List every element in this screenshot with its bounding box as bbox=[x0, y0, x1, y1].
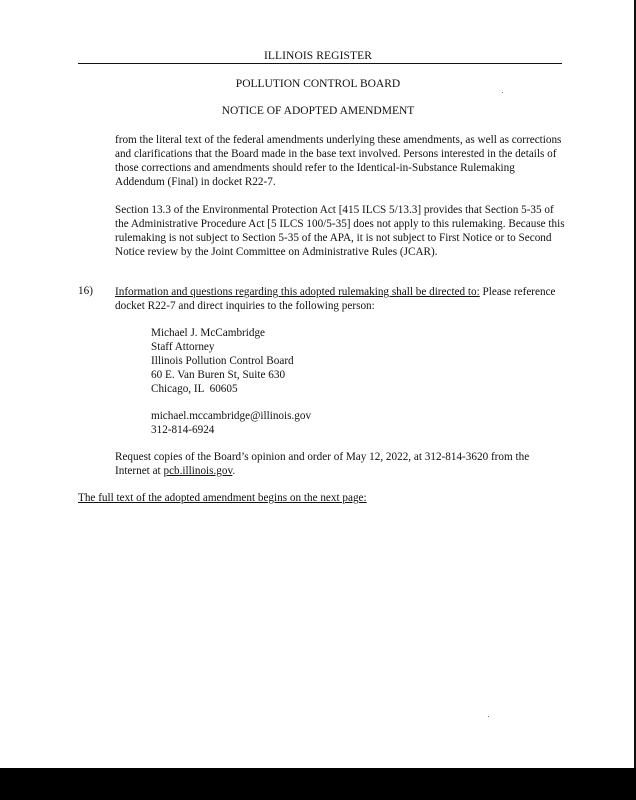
paragraph-information bbox=[115, 285, 565, 313]
contact-email: michael.mccambridge@illinois.gov bbox=[151, 410, 312, 422]
contact-title: Staff Attorney bbox=[151, 341, 215, 353]
board-heading: POLLUTION CONTROL BOARD bbox=[235, 78, 401, 90]
contact-address-block bbox=[151, 326, 294, 396]
scan-speck bbox=[502, 92, 503, 93]
contact-phone: 312-814-6924 bbox=[151, 424, 215, 436]
contact-name: Michael J. McCambridge bbox=[151, 327, 266, 339]
paragraph-request-copies bbox=[115, 450, 565, 478]
header-rule bbox=[78, 63, 562, 64]
contact-street: 60 E. Van Buren St, Suite 630 bbox=[151, 369, 286, 381]
item-number: 16) bbox=[78, 285, 93, 297]
full-text-note: The full text of the adopted amendment begins on the next page: bbox=[78, 492, 367, 504]
information-text: Please reference docket R22-7 and direct inquiries to the following person: bbox=[115, 286, 556, 312]
scan-speck bbox=[488, 716, 489, 717]
request-end: . bbox=[232, 465, 236, 477]
contact-organization: Illinois Pollution Control Board bbox=[151, 355, 294, 367]
scan-bottom-band bbox=[0, 768, 636, 800]
board-website-link[interactable]: pcb.illinois.gov bbox=[163, 465, 233, 477]
contact-reach-block bbox=[151, 409, 311, 437]
information-heading: Information and questions regarding this adopted rulemaking shall be directed to: bbox=[115, 286, 480, 298]
notice-heading: NOTICE OF ADOPTED AMENDMENT bbox=[221, 105, 415, 117]
request-text: Request copies of the Board’s opinion and order of May 12, 2022, at 312-814-3620 from the Internet at bbox=[115, 451, 530, 477]
register-title: ILLINOIS REGISTER bbox=[263, 50, 373, 62]
paragraph-corrections: from the literal text of the federal amendments underlying these amendments, as well as corrections and clarifications that the Board made in the base text involved. Persons interested in the details of those corrections and amendments should refer to the Identical-in-Substance Rulemaking Addendum (Final) in docket R22-7. bbox=[115, 134, 562, 188]
paragraph-section-13-3: Section 13.3 of the Environmental Protection Act [415 ILCS 5/13.3] provides that Section 5-35 of the Administrative Procedure Act [5 ILCS 100/5-35] does not apply to this rulemaking. Because this rulemaking is not subject to Section 5-35 of the APA, it is not subject to First Notice or to Second Notice review by the Joint Committee on Administrative Rules (JCAR). bbox=[115, 204, 565, 258]
contact-city: Chicago, IL 60605 bbox=[151, 383, 238, 395]
